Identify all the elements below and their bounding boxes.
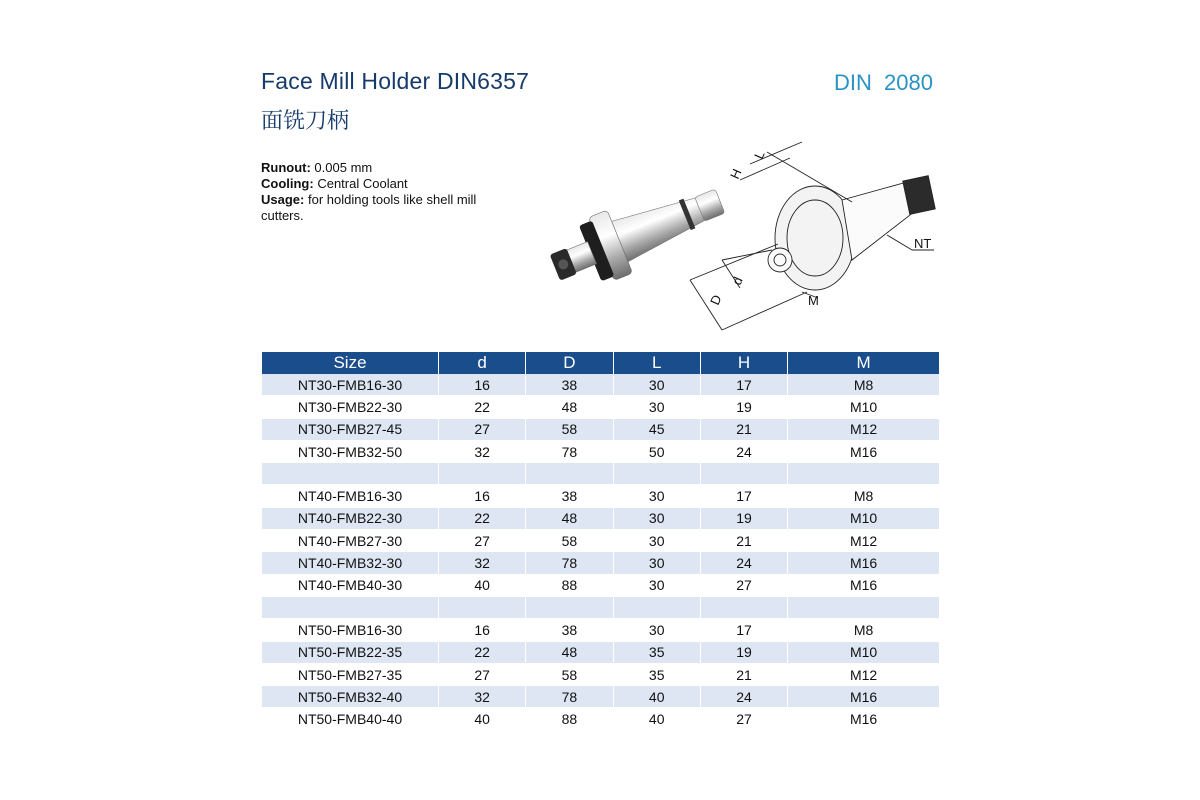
table-cell: 58 [526,419,612,441]
table-cell: 22 [439,508,525,530]
table-row [262,575,939,597]
table-cell: 35 [614,664,700,686]
table-row [262,664,939,686]
table-cell [526,463,612,485]
table-cell: 32 [439,552,525,574]
table-cell [788,463,939,485]
table-cell: M16 [788,575,939,597]
table-cell: NT40-FMB40-30 [262,575,438,597]
table-cell: 24 [701,441,787,463]
table-cell [439,463,525,485]
table-cell: 17 [701,619,787,641]
table-cell: NT50-FMB27-35 [262,664,438,686]
specs-block [261,160,506,224]
table-cell: 16 [439,374,525,396]
table-cell: NT50-FMB16-30 [262,619,438,641]
table-cell: 30 [614,619,700,641]
table-cell: 24 [701,686,787,708]
table-cell: 30 [614,374,700,396]
diagram-label-NT: NT [914,236,932,251]
table-cell [701,463,787,485]
standard-label: DIN 2080 [834,70,933,95]
table-cell: 78 [526,686,612,708]
table-row [262,508,939,530]
table-cell: 24 [701,552,787,574]
table-cell: M8 [788,485,939,507]
table-cell: 21 [701,664,787,686]
table-header-1: d [439,352,525,374]
table-cell: 21 [701,419,787,441]
table-cell: 40 [439,708,525,730]
table-header-0: Size [262,352,438,374]
table-cell: M8 [788,374,939,396]
table-cell: M10 [788,396,939,418]
table-cell: 30 [614,508,700,530]
table-cell: 78 [526,441,612,463]
table-cell: 27 [439,419,525,441]
table-cell: NT40-FMB16-30 [262,485,438,507]
cooling-value: Central Coolant [313,176,408,191]
page-title: Face Mill Holder DIN6357 [261,68,530,94]
table-cell: 30 [614,485,700,507]
table-cell: 19 [701,642,787,664]
table-cell: 22 [439,642,525,664]
table-row [262,396,939,418]
table-row [262,552,939,574]
runout-value: 0.005 mm [310,160,373,175]
table-row [262,530,939,552]
table-cell: 40 [439,575,525,597]
table-row [262,642,939,664]
table-cell: 17 [701,374,787,396]
table-cell: 19 [701,508,787,530]
table-row [262,374,939,396]
table-cell: M8 [788,619,939,641]
usage-label: Usage: [261,192,305,207]
table-cell: 38 [526,619,612,641]
table-cell [701,597,787,619]
diagram-label-D: D [707,292,725,308]
table-cell: M16 [788,552,939,574]
table-header-3: L [614,352,700,374]
table-cell: 27 [701,708,787,730]
table-cell: 16 [439,485,525,507]
table-cell: M16 [788,686,939,708]
table-cell: NT50-FMB32-40 [262,686,438,708]
table-cell: M16 [788,708,939,730]
table-cell: M10 [788,642,939,664]
page-subtitle: 面铣刀柄 [261,109,350,134]
diagram-label-H: H [727,166,745,182]
table-cell: 27 [439,664,525,686]
table-row [262,708,939,730]
table-cell: 19 [701,396,787,418]
table-header-4: H [701,352,787,374]
table-cell: M12 [788,530,939,552]
table-header-2: D [526,352,612,374]
table-cell [439,597,525,619]
table-cell: 35 [614,642,700,664]
diagram-label-M: M [808,293,819,308]
table-cell: 45 [614,419,700,441]
table-cell: 30 [614,396,700,418]
table-cell: NT30-FMB16-30 [262,374,438,396]
table-cell: NT50-FMB40-40 [262,708,438,730]
table-cell: 50 [614,441,700,463]
table-cell: 38 [526,485,612,507]
table-row [262,686,939,708]
table-cell: M12 [788,664,939,686]
table-cell: 30 [614,530,700,552]
table-row [262,441,939,463]
table-cell: M12 [788,419,939,441]
usage-value: for holding tools like shell mill cutters. [261,192,477,223]
table-cell: 58 [526,664,612,686]
table-cell: 48 [526,396,612,418]
table-cell [262,597,438,619]
diagram-label-d: d [729,274,746,288]
table-cell: 32 [439,441,525,463]
diagram-label-L: L [751,148,768,162]
runout-label: Runout: [261,160,311,175]
table-row [262,619,939,641]
table-cell: 48 [526,508,612,530]
table-cell: 27 [701,575,787,597]
table-cell: 22 [439,396,525,418]
table-cell: NT40-FMB22-30 [262,508,438,530]
table-row [262,485,939,507]
table-cell [262,463,438,485]
table-cell: 88 [526,575,612,597]
table-cell [526,597,612,619]
table-cell: 17 [701,485,787,507]
table-header-5: M [788,352,939,374]
table-row [262,597,939,619]
table-cell: 21 [701,530,787,552]
table-cell [614,463,700,485]
table-cell: 30 [614,552,700,574]
table-cell: M16 [788,441,939,463]
spec-table [261,352,940,731]
table-cell: 40 [614,708,700,730]
table-cell: NT40-FMB32-30 [262,552,438,574]
table-cell: 32 [439,686,525,708]
table-cell: NT30-FMB32-50 [262,441,438,463]
table-cell: NT30-FMB22-30 [262,396,438,418]
table-cell: 38 [526,374,612,396]
table-row [262,463,939,485]
cooling-label: Cooling: [261,176,314,191]
table-cell [614,597,700,619]
table-cell: 48 [526,642,612,664]
table-cell: 78 [526,552,612,574]
table-cell: NT40-FMB27-30 [262,530,438,552]
table-cell: NT30-FMB27-45 [262,419,438,441]
table-cell: 27 [439,530,525,552]
table-cell [788,597,939,619]
table-row [262,419,939,441]
table-cell: 16 [439,619,525,641]
table-cell: 40 [614,686,700,708]
table-cell: NT50-FMB22-35 [262,642,438,664]
table-cell: 58 [526,530,612,552]
technical-diagram [682,140,944,340]
table-cell: M10 [788,508,939,530]
table-cell: 88 [526,708,612,730]
table-cell: 30 [614,575,700,597]
